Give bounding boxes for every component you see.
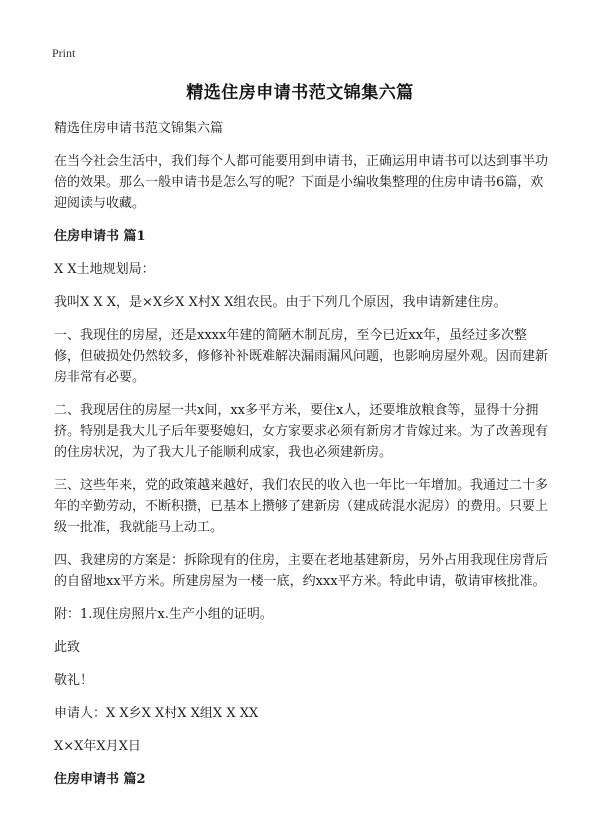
intro-paragraph: 在当今社会生活中，我们每个人都可能要用到申请书，正确运用申请书可以达到事半功倍的效果。那么一般申请书是怎么写的呢？下面是小编收集整理的住房申请书6篇，欢迎阅读与收藏。 (54, 154, 549, 211)
section-2-heading: 住房申请书 篇2 (54, 772, 146, 787)
recipient-line: X X土地规划局： (54, 262, 155, 277)
closing-line-1: 此致 (54, 640, 81, 655)
paragraph-4: 三、这些年来，党的政策越来越好，我们农民的收入也一年比一年增加。我通过二十多年的辛勤劳动，不断积攒，已基本上攒够了建新房（建成砖混水泥房）的费用。只要上级一批准，我就能马上动工。 (54, 478, 549, 535)
paragraph-1: 我叫X X X，是×X乡X X村X X组农民。由于下列几个原因，我申请新建住房。 (54, 295, 507, 310)
closing-line-2: 敬礼！ (54, 673, 94, 688)
subtitle: 精选住房申请书范文锦集六篇 (54, 121, 224, 136)
document-title: 精选住房申请书范文锦集六篇 (186, 83, 414, 103)
attachment-line: 附：1.现住房照片x.生产小组的证明。 (54, 607, 273, 622)
date-line: X×X年X月X日 (54, 739, 141, 754)
paragraph-5: 四、我建房的方案是：拆除现有的住房，主要在老地基建新房，另外占用我现住房背后的自留地xx平方米。所建房屋为一楼一底，约xxx平方米。特此申请，敬请审核批准。 (54, 553, 549, 589)
paragraph-3: 二、我现居住的房屋一共x间，xx多平方米，要住x人，还要堆放粮食等，显得十分拥挤。特别是我大儿子后年要娶媳妇，女方家要求必须有新房才肯嫁过来。为了改善现有的住房状况，为了我大儿子能顺利成家，我也必须建新房。 (54, 403, 549, 460)
applicant-line: 申请人：X X乡X X村X X组X X XX (54, 706, 259, 721)
section-1-heading: 住房申请书 篇1 (54, 229, 146, 244)
document-body (54, 118, 550, 802)
print-link[interactable]: Print (52, 46, 76, 60)
paragraph-2: 一、我现住的房屋，还是xxxx年建的简陋木制瓦房，至今已近xx年，虽经过多次整修，但破损处仍然较多，修修补补既难解决漏雨漏风问题，也影响房屋外观。因而建新房非常有必要。 (54, 328, 549, 385)
